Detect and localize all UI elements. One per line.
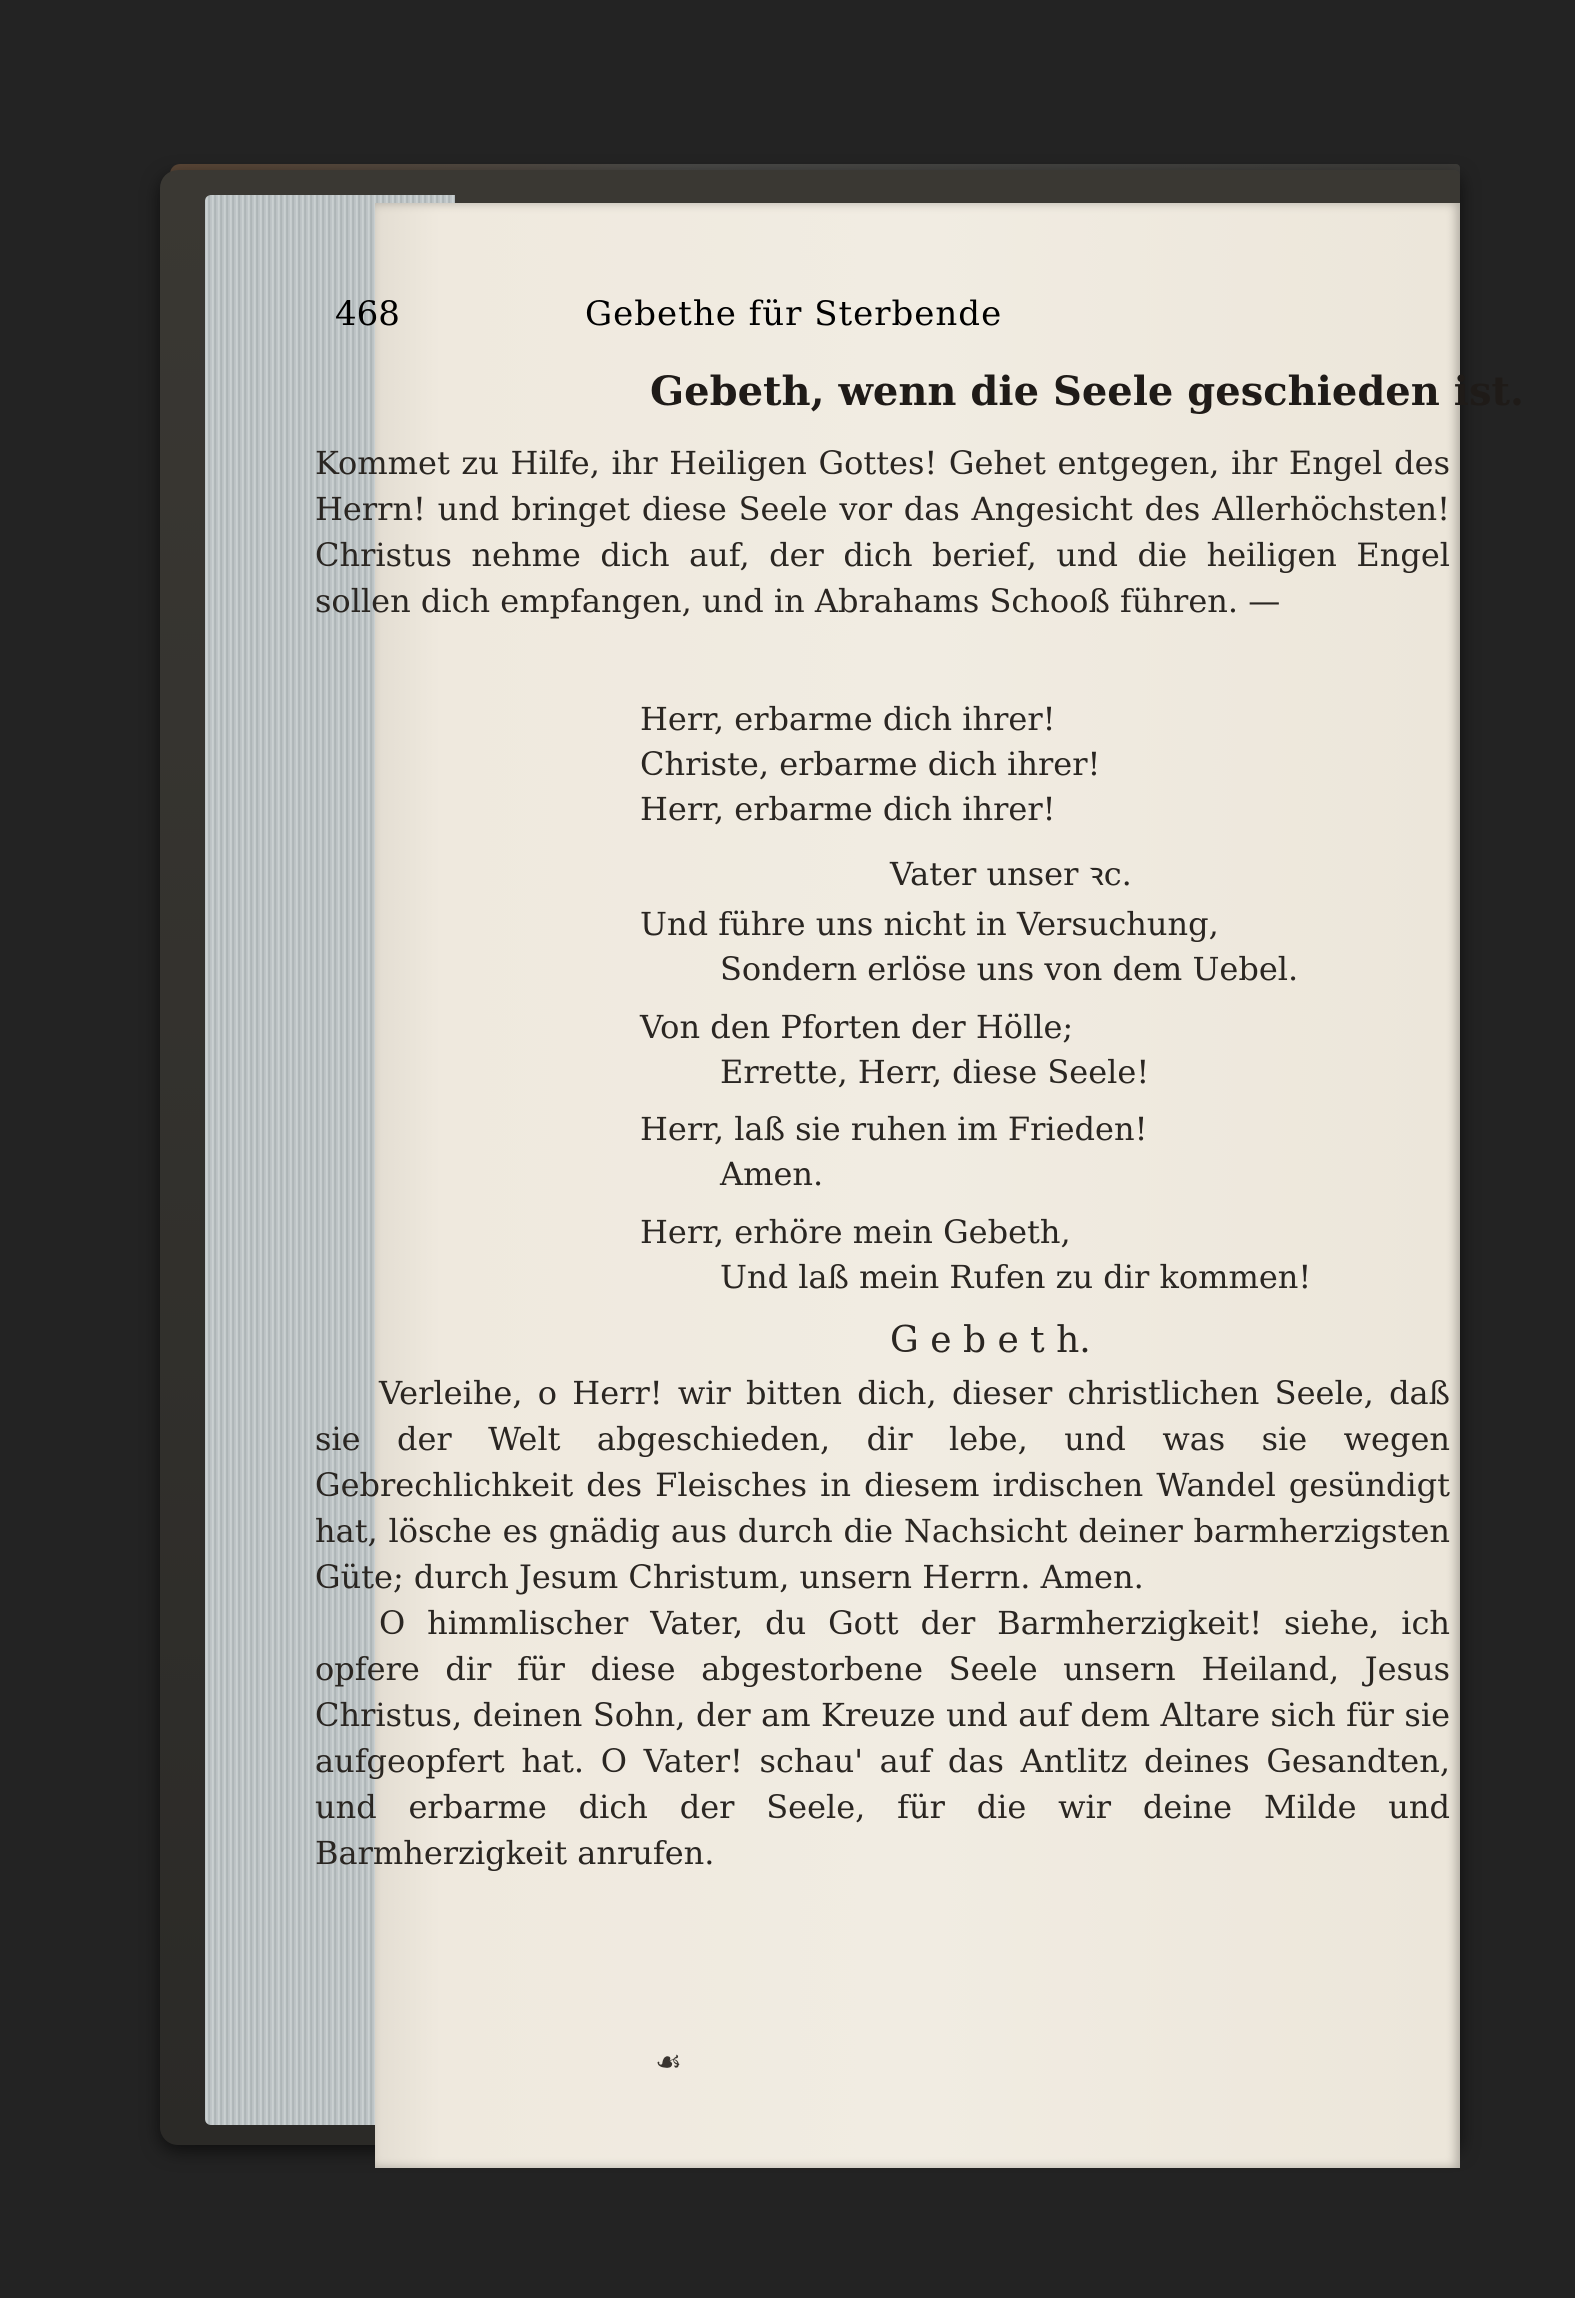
ornament-icon: ☙ xyxy=(655,2045,682,2080)
verse-line-4: Errette, Herr, diese Seele! xyxy=(720,1053,1150,1091)
page-number: 468 xyxy=(335,294,400,334)
verse-line-1: Und führe uns nicht in Versuchung, xyxy=(640,905,1219,943)
verse-line-8: Und laß mein Rufen zu dir kommen! xyxy=(720,1258,1312,1296)
litany-line-2: Christe, erbarme dich ihrer! xyxy=(640,745,1101,783)
verse-line-5: Herr, laß sie ruhen im Frieden! xyxy=(640,1110,1148,1148)
verse-line-6: Amen. xyxy=(720,1155,824,1193)
page-header xyxy=(335,270,1425,334)
paragraph-verleihe: Verleihe, o Herr! wir bitten dich, dieser christlichen Seele, daß sie der Welt abgeschieden, dir lebe, und was sie wegen Gebrechlichkeit des Fleisches in diesem irdischen Wandel gesündigt hat, lösche es gnädig aus durch die Nachsicht deiner barmherzigsten Güte; durch Jesum Christum, unsern Herrn. Amen. xyxy=(315,1374,1450,1596)
paragraph-opening: Kommet zu Hilfe, ihr Heiligen Gottes! Gehet entgegen, ihr Engel des Herrn! und bringet diese Seele vor das Angesicht des Allerhöchsten! Christus nehme dich auf, der dich berief, und die heiligen Engel sollen dich empfangen, und in Abrahams Schooß führen. — xyxy=(315,444,1450,620)
prayer-title: Gebeth, wenn die Seele geschieden ist. xyxy=(650,368,1524,415)
verse-line-7: Herr, erhöre mein Gebeth, xyxy=(640,1213,1071,1251)
litany-line-1: Herr, erbarme dich ihrer! xyxy=(640,700,1056,738)
running-head: Gebethe für Sterbende xyxy=(585,294,1003,334)
paragraph-himmlischer-vater: O himmlischer Vater, du Gott der Barmherzigkeit! siehe, ich opfere dir für diese abgestorbene Seele unsern Heiland, Jesus Christus, deinen Sohn, der am Kreuze und auf dem Altare sich für sie aufgeopfert hat. O Vater! schau' auf das Antlitz deines Gesandten, und erbarme dich der Seele, für die wir deine Milde und Barmherzigkeit anrufen. xyxy=(315,1604,1450,1872)
section-heading: G e b e t h. xyxy=(890,1320,1091,1361)
litany-line-3: Herr, erbarme dich ihrer! xyxy=(640,790,1056,828)
verse-line-3: Von den Pforten der Hölle; xyxy=(640,1008,1074,1046)
verse-line-2: Sondern erlöse uns von dem Uebel. xyxy=(720,950,1299,988)
pater-noster-line: Vater unser ꝛc. xyxy=(890,855,1132,893)
